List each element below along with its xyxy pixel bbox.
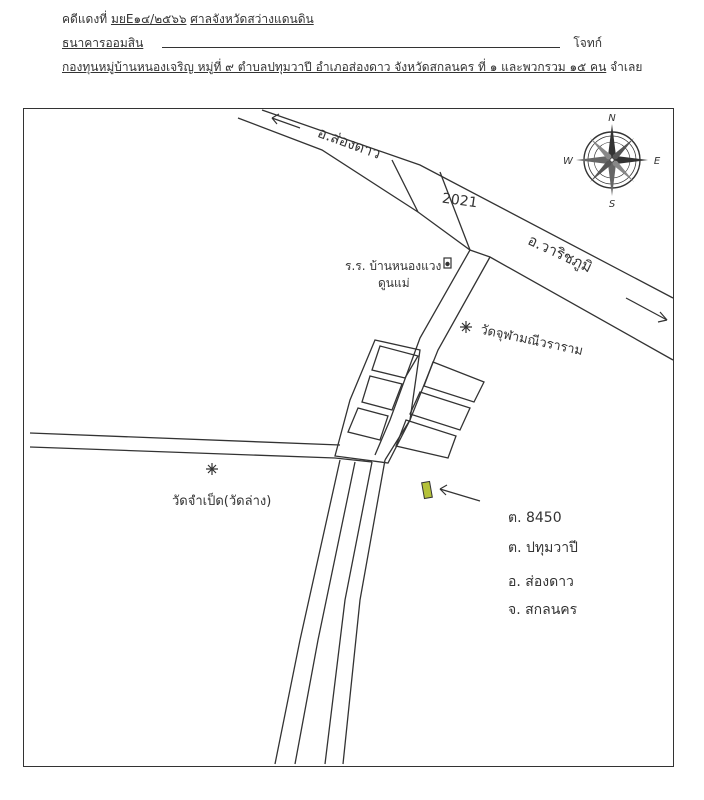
compass-w: W	[563, 156, 573, 167]
road-label-warichaphum: อ.วาริชภูมิ	[525, 230, 595, 277]
plot-info-line4: จ. สกลนคร	[508, 602, 578, 618]
case-number: มยE๑๔/๒๕๖๖	[110, 12, 187, 26]
direction-arrows	[272, 114, 667, 501]
road-label-songdao: อ.ส่องดาว	[315, 123, 384, 163]
compass-s: S	[608, 199, 616, 210]
plot-info-line3: อ. ส่องดาว	[508, 574, 574, 590]
temple-icon-2	[206, 463, 218, 475]
arrow-southeast	[626, 298, 667, 320]
school-icon	[444, 258, 451, 268]
school-label-1: ร.ร. บ้านหนองแวง	[345, 259, 442, 273]
temple-label-1: วัดจุฬามณีวราราม	[478, 322, 585, 360]
temple-icon-1	[460, 321, 472, 333]
west-road-lower-edge	[30, 447, 372, 462]
compass-n: N	[608, 113, 616, 124]
road-number-label: 2021	[440, 190, 479, 212]
compass-rose-icon	[576, 124, 648, 196]
roads	[30, 110, 673, 764]
compass-e: E	[653, 156, 661, 167]
west-road-upper-edge	[30, 433, 340, 445]
intersection-block	[335, 340, 420, 463]
court-name: ศาลจังหวัดสว่างแดนดิน	[190, 12, 314, 26]
case-prefix: คดีแดงที่	[62, 12, 108, 26]
defendant-role: จำเลย	[610, 60, 643, 74]
plaintiff-role: โจทก์	[573, 36, 602, 50]
defendant-name: กองทุนหมู่บ้านหนองเจริญ หมู่ที่ ๙ ตำบลปทุมวาปี อำเภอส่องดาว จังหวัดสกลนคร ที่ ๑ และพวกรวม ๑๕ คน	[62, 60, 607, 74]
lot-3	[348, 408, 388, 440]
plot-info-line1: ต. 8450	[508, 510, 562, 526]
temple-label-2: วัดจำเป็ด(วัดล่าง)	[172, 494, 272, 509]
plaintiff-name: ธนาคารออมสิน	[62, 36, 144, 50]
plot-info-line2: ต. ปทุมวาปี	[508, 540, 578, 556]
school-label-2: ดูนแม่	[378, 276, 410, 290]
south-road-right-edge-2	[325, 462, 372, 764]
south-road-right-edge	[295, 462, 355, 764]
land-plot-marker	[422, 481, 433, 498]
